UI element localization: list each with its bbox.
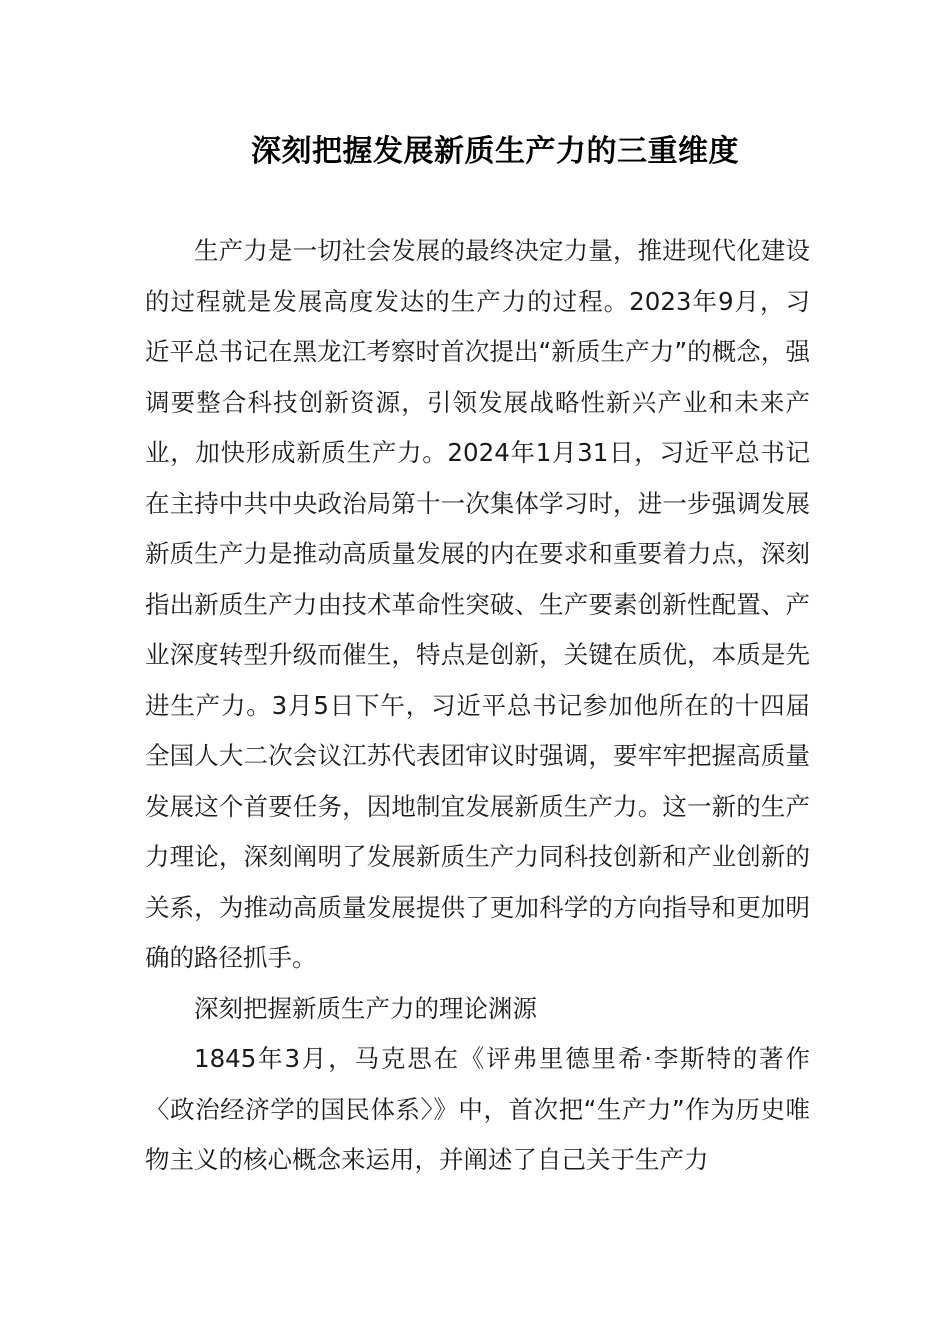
paragraph-intro: 生产力是一切社会发展的最终决定力量，推进现代化建设的过程就是发展高度发达的生产力的过程。2023年9月，习近平总书记在黑龙江考察时首次提出“新质生产力”的概念，强调要整合科技创新资源，引领发展战略性新兴产业和未来产业，加快形成新质生产力。2024年1月31日，习近平总书记在主持中共中央政治局第十一次集体学习时，进一步强调发展新质生产力是推动高质量发展的内在要求和重要着力点，深刻指出新质生产力由技术革命性突破、生产要素创新性配置、产业深度转型升级而催生，特点是创新，关键在质优，本质是先进生产力。3月5日下午，习近平总书记参加他所在的十四届全国人大二次会议江苏代表团审议时强调，要牢牢把握高质量发展这个首要任务，因地制宜发展新质生产力。这一新的生产力理论，深刻阐明了发展新质生产力同科技创新和产业创新的关系，为推动高质量发展提供了更加科学的方向指导和更加明确的路径抓手。 [145, 236, 810, 972]
section-heading: 深刻把握新质生产力的理论渊源 [194, 993, 537, 1023]
document-title: 深刻把握发展新质生产力的三重维度 [251, 134, 739, 169]
paragraph-theory: 1845年3月，马克思在《评弗里德里希·李斯特的著作〈政治经济学的国民体系〉》中，首次把“生产力”作为历史唯物主义的核心概念来运用，并阐述了自己关于生产力 [145, 1044, 810, 1174]
document-body [145, 226, 810, 1186]
